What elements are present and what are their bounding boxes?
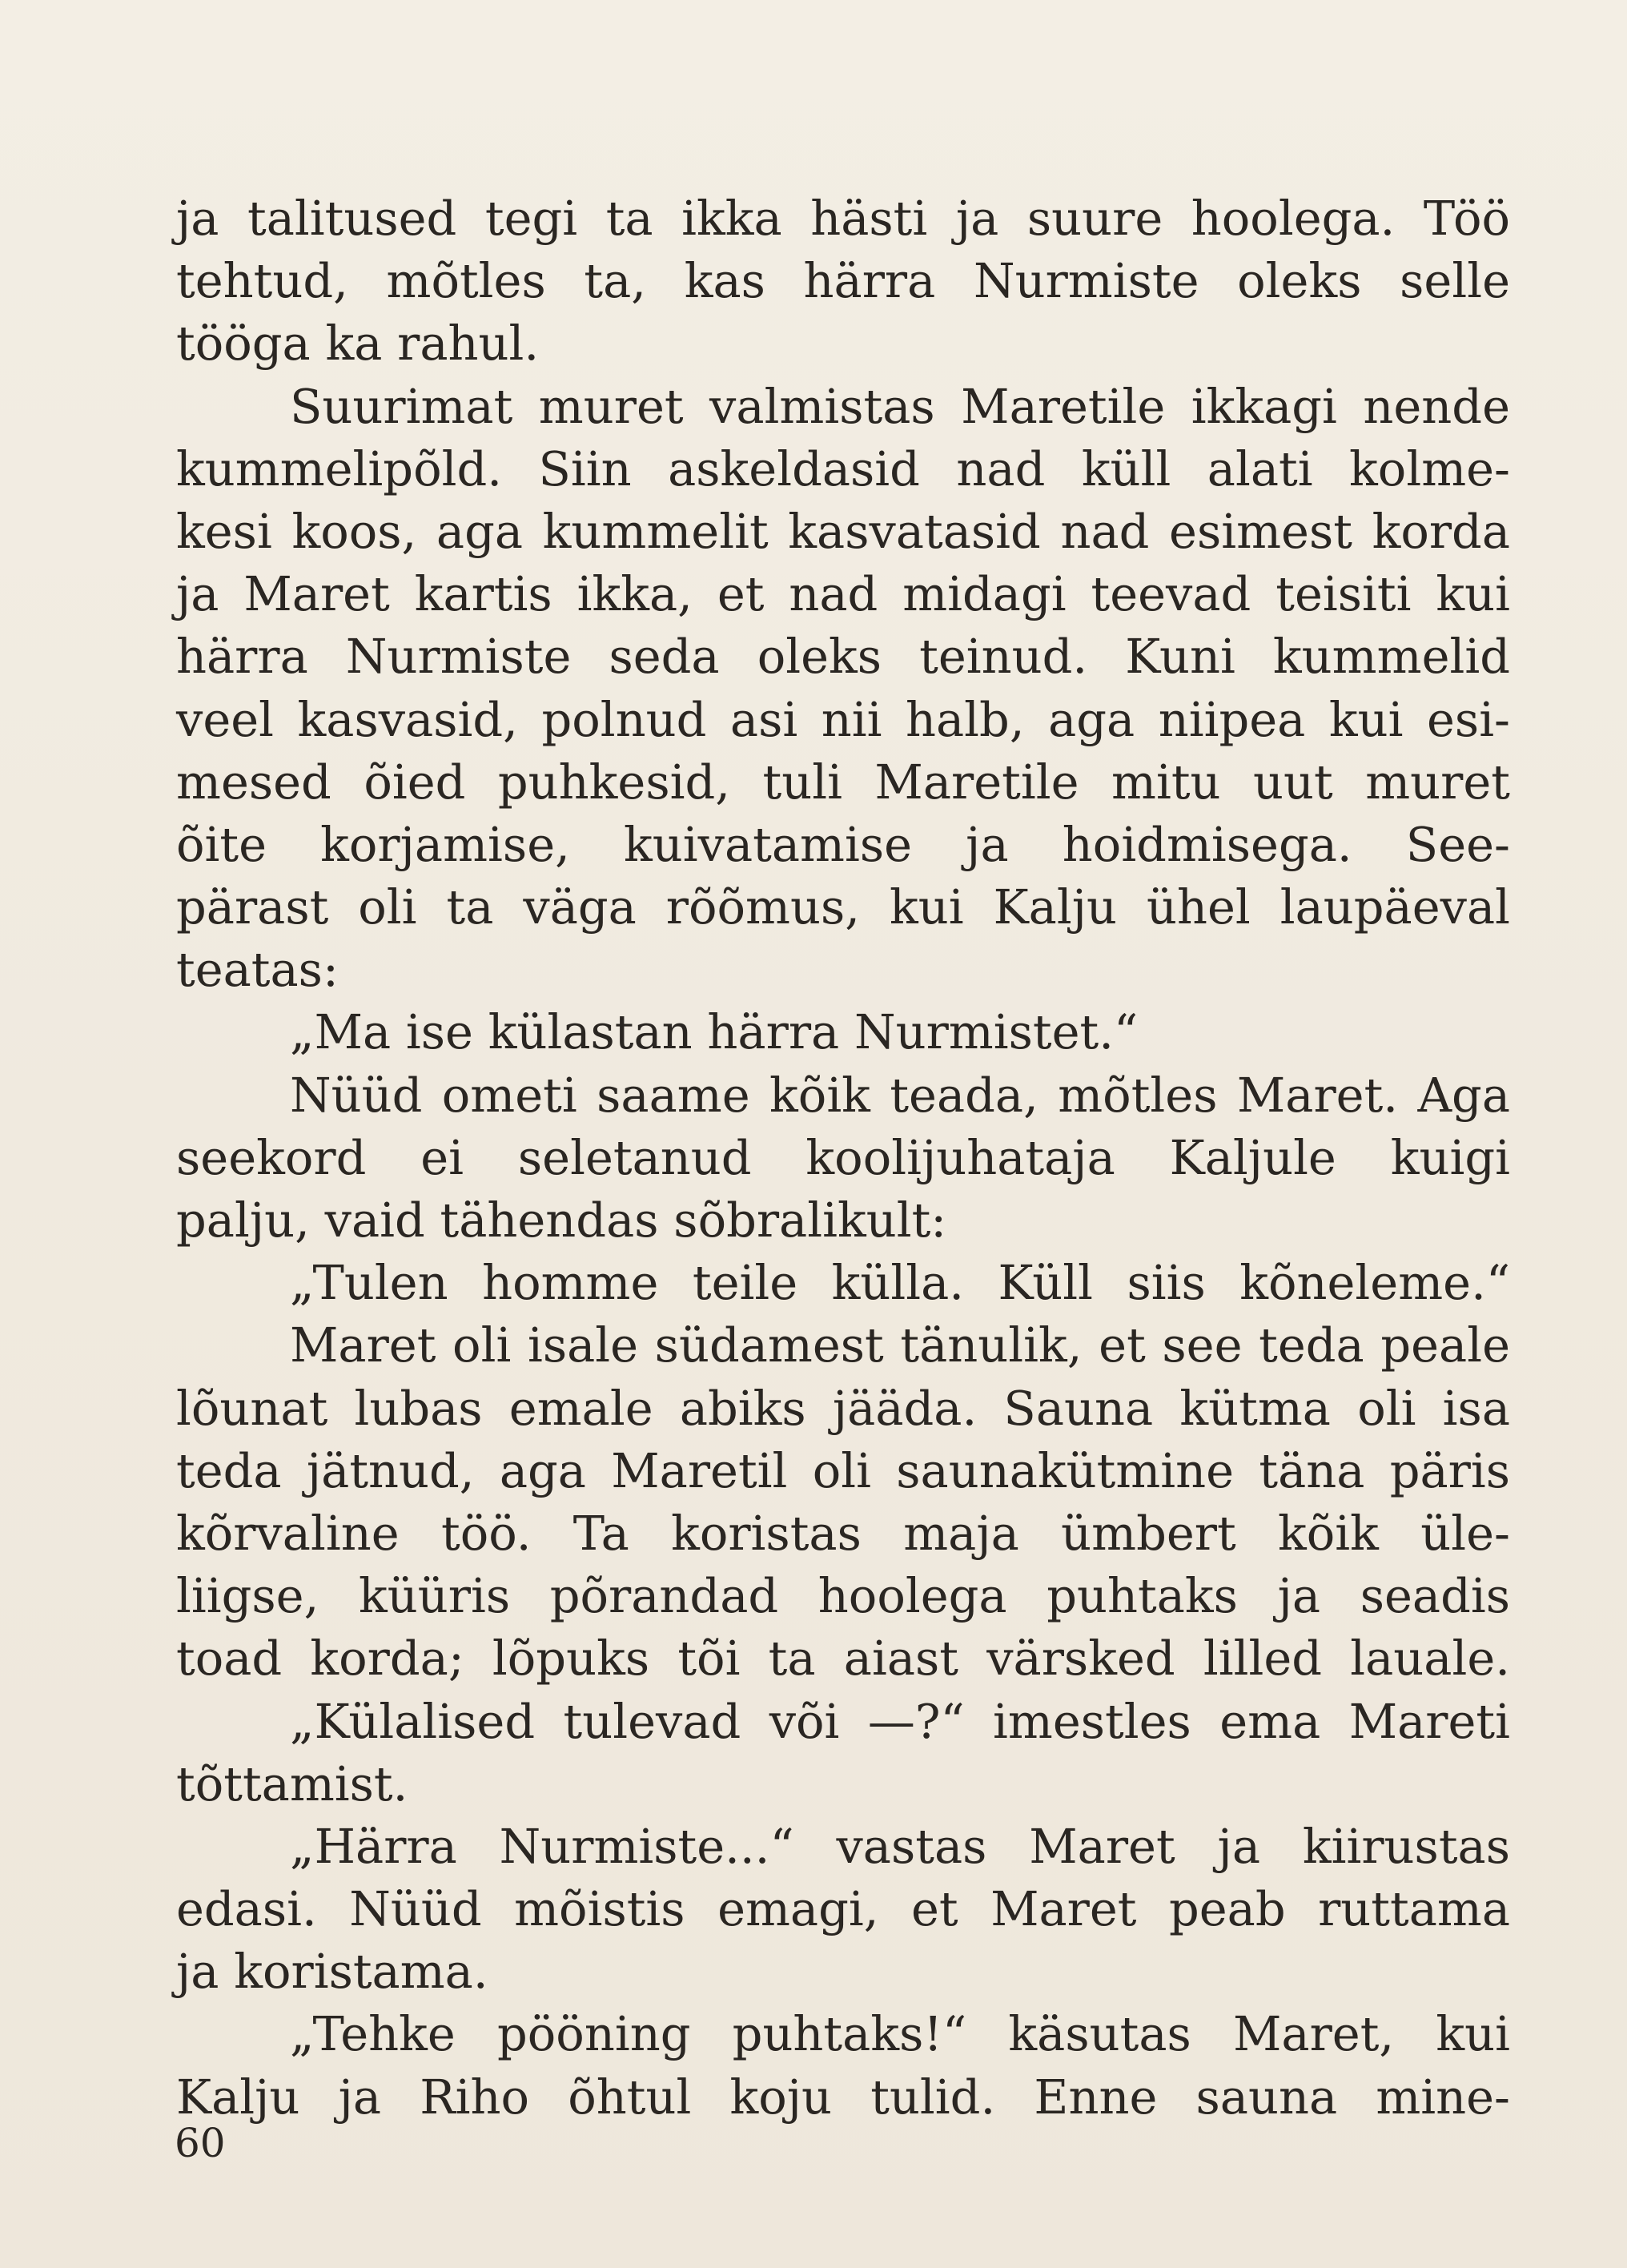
text-line: Suurimat muret valmistas Maretile ikkagi nende [290, 378, 1510, 434]
text-line: kummelipõld. Siin askeldasid nad küll alati kolme- [176, 440, 1510, 497]
text-line: palju, vaid tähendas sõbralikult: [176, 1192, 947, 1248]
text-line: Nüüd ometi saame kõik teada, mõtles Maret. Aga [290, 1067, 1510, 1123]
text-line: teda jätnud, aga Maretil oli saunakütmine täna päris [176, 1442, 1510, 1498]
text-line: toad korda; lõpuks tõi ta aiast värsked lilled lauale. [176, 1631, 1510, 1687]
text-line: „Tehke pööning puhtaks!“ käsutas Maret, kui [290, 2006, 1510, 2062]
text-line: tööga ka rahul. [176, 316, 540, 372]
body-text [176, 187, 1510, 2129]
text-line: „Külalised tulevad või —?“ imestles ema Mareti [290, 1693, 1510, 1749]
text-line: pärast oli ta väga rõõmus, kui Kalju ühel laupäeval [176, 879, 1510, 935]
text-line: „Härra Nurmiste...“ vastas Maret ja kiirustas [290, 1818, 1510, 1874]
text-line: kõrvaline töö. Ta koristas maja ümbert kõik üle- [176, 1505, 1510, 1561]
text-line: liigse, küüris põrandad hoolega puhtaks ja seadis [176, 1568, 1510, 1624]
text-line: teatas: [176, 942, 339, 998]
text-line: ja Maret kartis ikka, et nad midagi teevad teisiti kui [176, 566, 1510, 622]
text-line: edasi. Nüüd mõistis emagi, et Maret peab ruttama [176, 1881, 1510, 1937]
text-line: veel kasvasid, polnud asi nii halb, aga niipea kui esi- [176, 691, 1510, 747]
text-line: seekord ei seletanud koolijuhataja Kaljule kuigi [176, 1129, 1510, 1185]
text-line: lõunat lubas emale abiks jääda. Sauna kütma oli isa [176, 1380, 1510, 1436]
text-line: härra Nurmiste seda oleks teinud. Kuni kummelid [176, 629, 1510, 685]
text-line: kesi koos, aga kummelit kasvatasid nad esimest korda [176, 503, 1510, 559]
text-line: „Tulen homme teile külla. Küll siis kõneleme.“ [290, 1255, 1510, 1311]
text-line: ja koristama. [176, 1944, 488, 2000]
text-line: Kalju ja Riho õhtul koju tulid. Enne sauna mine- [176, 2069, 1510, 2125]
text-line: Maret oli isale südamest tänulik, et see teda peale [290, 1317, 1510, 1373]
text-line: tõttamist. [176, 1755, 408, 1812]
text-line: tehtud, mõtles ta, kas härra Nurmiste oleks selle [176, 253, 1510, 309]
text-line: „Ma ise külastan härra Nurmistet.“ [290, 1004, 1139, 1060]
text-line: õite korjamise, kuivatamise ja hoidmisega. See- [176, 816, 1510, 872]
page-number: 60 [175, 2120, 226, 2166]
text-line: mesed õied puhkesid, tuli Maretile mitu uut muret [176, 754, 1510, 810]
text-line: ja talitused tegi ta ikka hästi ja suure hoolega. Töö [176, 191, 1510, 246]
